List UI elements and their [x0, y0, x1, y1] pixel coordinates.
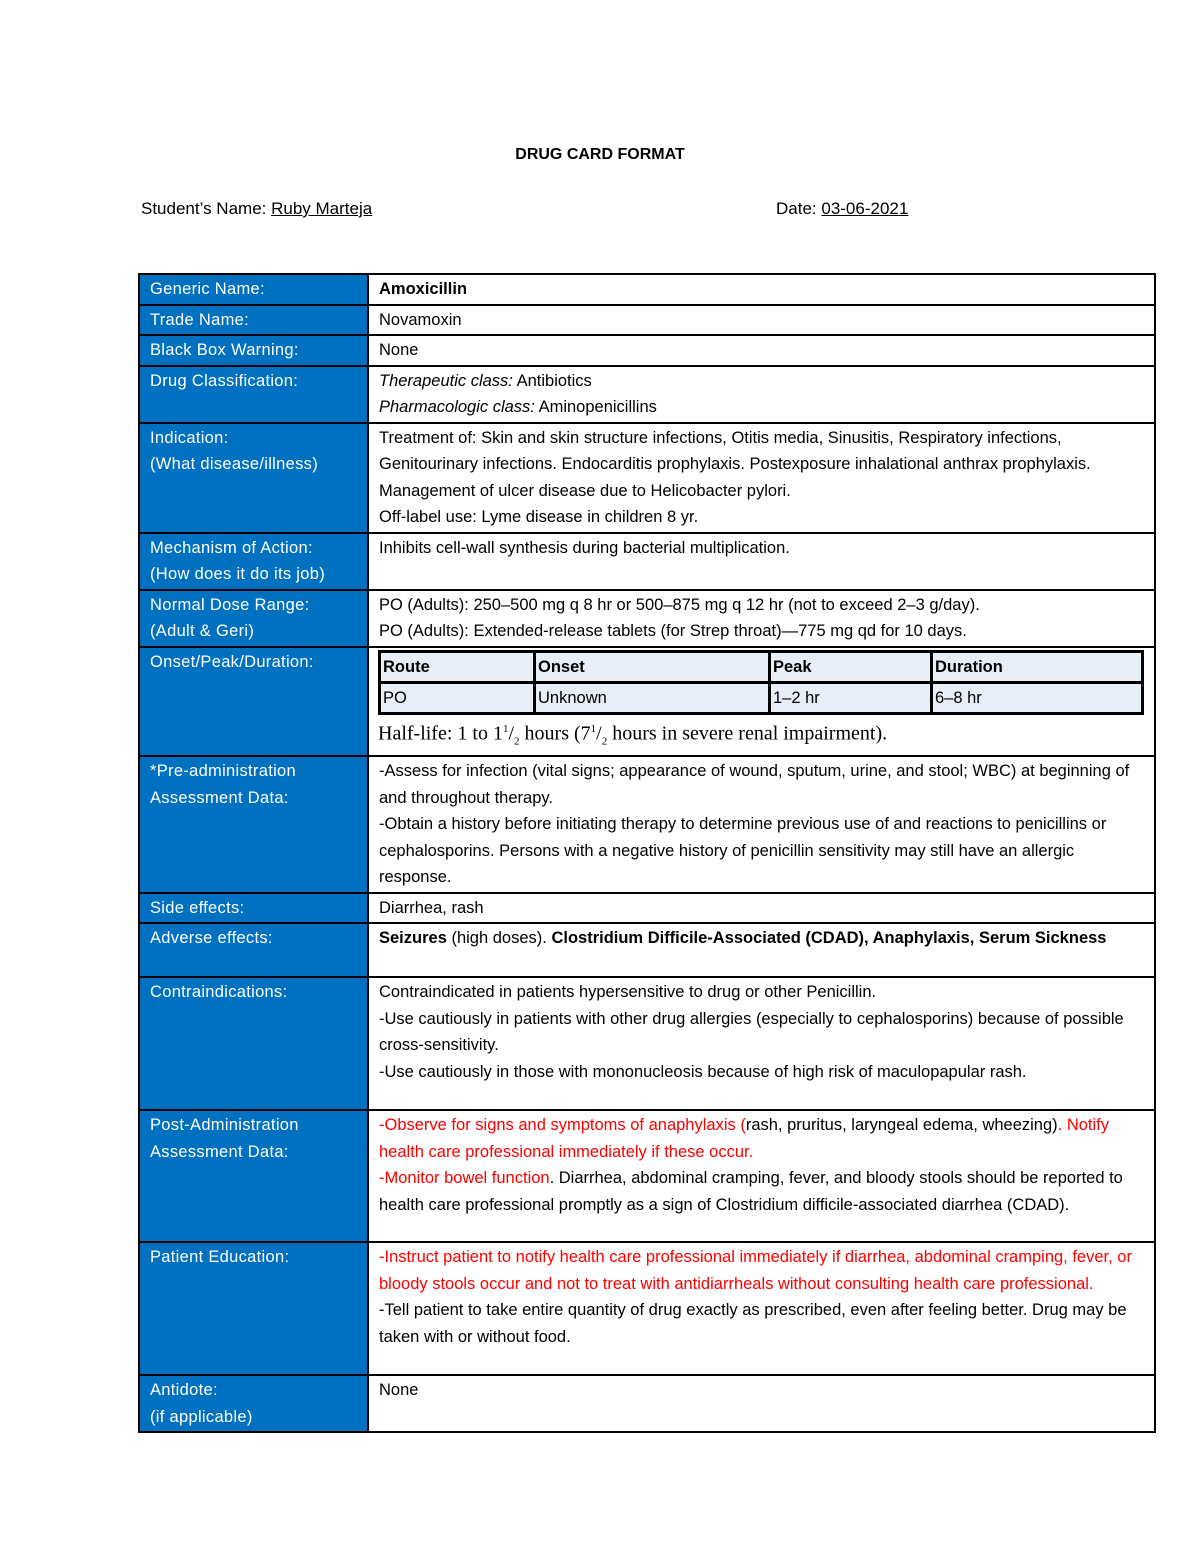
- fraction-numerator: 1: [590, 722, 597, 735]
- opd-data-row: [380, 682, 1143, 713]
- content-text: PO (Adults): 250–500 mg q 8 hr or 500–875 mg q 12 hr (not to exceed 2–3 g/day).: [379, 595, 980, 614]
- student-name-value: Ruby Marteja: [271, 199, 373, 218]
- content-text: . Diarrhea, abdominal cramping, fever, and bloody stools should be reported to health care professional promptly as a sign of Clostridium difficile-associated diarrhea (CDAD).: [379, 1169, 1123, 1214]
- content-text: Seizures: [379, 929, 452, 948]
- content-text: -Observe for signs and symptoms of anaphylaxis (: [379, 1116, 746, 1135]
- content-paragraph: [379, 425, 1144, 505]
- row-content: [368, 423, 1155, 533]
- table-row: [139, 893, 1155, 924]
- content-paragraph: [379, 276, 1144, 303]
- content-text: Pharmacologic class:: [379, 398, 535, 416]
- row-content: [368, 647, 1155, 757]
- row-label: [139, 756, 368, 893]
- row-label-line: Patient Education:: [150, 1248, 290, 1267]
- content-paragraph: [379, 1059, 1144, 1086]
- opd-header: Route: [380, 651, 535, 682]
- content-text: . Notify health care professional immediately if these occur.: [379, 1116, 1110, 1161]
- table-row: [139, 274, 1155, 305]
- content-paragraph: [379, 337, 1144, 364]
- content-text: -Tell patient to take entire quantity of drug exactly as prescribed, even after feeling better. Drug may be taken with or without food.: [379, 1301, 1127, 1346]
- row-content: [368, 590, 1155, 647]
- content-paragraph: [379, 618, 1144, 645]
- content-text: Therapeutic class:: [379, 371, 513, 390]
- row-content: [368, 274, 1155, 305]
- opd-cell: 6–8 hr: [932, 682, 1143, 713]
- date: [776, 199, 908, 219]
- half-life-text: Half-life: 1 to 1: [378, 722, 503, 745]
- date-label: Date:: [776, 199, 822, 218]
- content-text: None: [379, 341, 419, 359]
- drug-card-table: [138, 273, 1156, 1433]
- table-row: [139, 1242, 1155, 1375]
- row-label-line: Side effects:: [150, 898, 245, 917]
- half-life-text: hours in severe renal impairment).: [607, 722, 888, 745]
- content-paragraph: [379, 1297, 1144, 1350]
- row-label-line: (How does it do its job): [150, 565, 326, 583]
- table-row: [139, 756, 1155, 893]
- row-label: [139, 1242, 368, 1375]
- content-paragraph: [379, 1377, 1144, 1404]
- content-text: Inhibits cell-wall synthesis during bacterial multiplication.: [379, 538, 790, 557]
- content-text: -Monitor bowel function: [379, 1169, 550, 1188]
- row-label: [139, 893, 368, 924]
- content-paragraph: [379, 1006, 1144, 1059]
- row-label-line: Generic Name:: [150, 280, 265, 298]
- row-label: [139, 1375, 368, 1432]
- content-paragraph: [379, 1112, 1144, 1165]
- row-label-line: Antidote:: [150, 1381, 218, 1400]
- content-text: Off-label use: Lyme disease in children 8 yr.: [379, 508, 699, 526]
- content-text: -Instruct patient to notify health care professional immediately if diarrhea, abdominal cramping, fever, or bloody stools occur and not to treat with antidiarrheals without consulting health care professional.: [379, 1248, 1132, 1293]
- row-label: [139, 305, 368, 336]
- row-label: [139, 533, 368, 590]
- content-text: PO (Adults): Extended-release tablets (for Strep throat)—775 mg qd for 10 days.: [379, 622, 967, 640]
- table-row: [139, 335, 1155, 366]
- content-paragraph: [379, 758, 1144, 811]
- row-content: [368, 1242, 1155, 1375]
- content-text: Contraindicated in patients hypersensitive to drug or other Penicillin.: [379, 983, 877, 1002]
- row-label: [139, 274, 368, 305]
- row-label-line: Assessment Data:: [150, 788, 289, 807]
- row-label: [139, 977, 368, 1110]
- row-label-line: Adverse effects:: [150, 929, 273, 948]
- row-label: [139, 923, 368, 977]
- row-label-line: (Adult & Geri): [150, 622, 255, 640]
- half-life-text: hours (7: [519, 722, 591, 745]
- row-label: [139, 423, 368, 533]
- row-content: [368, 923, 1155, 977]
- content-paragraph: [379, 979, 1144, 1006]
- content-text: -Obtain a history before initiating therapy to determine previous use of and reactions to penicillins or cephalosporins. Persons with a negative history of penicillin sensitivity may still have an allergic response.: [379, 815, 1107, 887]
- row-content: [368, 335, 1155, 366]
- content-paragraph: [379, 1165, 1144, 1218]
- content-paragraph: [379, 1244, 1144, 1297]
- content-text: Treatment of: Skin and skin structure infections, Otitis media, Sinusitis, Respiratory infections, Genitourinary infections. Endocarditis prophylaxis. Postexposure inhalational anthrax prophylaxis. Management of ulcer disease due to Helicobacter pylori.: [379, 428, 1091, 500]
- row-content: [368, 1110, 1155, 1242]
- opd-cell: Unknown: [535, 682, 770, 713]
- content-paragraph: [379, 394, 1144, 421]
- content-paragraph: [379, 504, 1144, 531]
- content-paragraph: [379, 307, 1144, 334]
- row-content: [368, 1375, 1155, 1432]
- content-text: Aminopenicillins: [534, 398, 657, 416]
- row-label-line: Drug Classification:: [150, 371, 299, 390]
- opd-header: Onset: [535, 651, 770, 682]
- content-paragraph: [379, 368, 1144, 395]
- row-label-line: Mechanism of Action:: [150, 538, 313, 557]
- opd-header-row: [380, 651, 1143, 682]
- content-text: Diarrhea, rash: [379, 898, 484, 917]
- row-label: [139, 590, 368, 647]
- content-paragraph: [379, 895, 1144, 922]
- row-content: [368, 305, 1155, 336]
- opd-header: Duration: [932, 651, 1143, 682]
- content-text: (high doses).: [451, 929, 552, 948]
- row-label: [139, 335, 368, 366]
- table-row: [139, 423, 1155, 533]
- table-row: [139, 305, 1155, 336]
- content-text: -Use cautiously in those with mononucleosis because of high risk of maculopapular rash.: [379, 1062, 1027, 1081]
- content-paragraph: [379, 535, 1144, 562]
- student-name: [141, 199, 372, 219]
- row-content: [368, 533, 1155, 590]
- document-title: DRUG CARD FORMAT: [515, 146, 685, 163]
- row-label-line: *Pre-administration: [150, 762, 297, 781]
- table-row: [139, 647, 1155, 757]
- content-paragraph: [379, 811, 1144, 891]
- content-text: None: [379, 1381, 419, 1400]
- row-label: [139, 366, 368, 423]
- opd-header: Peak: [770, 651, 932, 682]
- fraction-denominator: 2: [514, 735, 520, 748]
- row-label-line: Trade Name:: [150, 310, 249, 329]
- fraction-denominator: 2: [601, 735, 608, 748]
- row-label-line: Black Box Warning:: [150, 341, 299, 359]
- content-text: -Use cautiously in patients with other drug allergies (especially to cephalosporins) because of possible cross-sensitivity.: [379, 1009, 1124, 1055]
- content-text: Antibiotics: [512, 371, 592, 390]
- content-paragraph: [379, 925, 1144, 952]
- row-label-line: Normal Dose Range:: [150, 595, 310, 614]
- row-label-line: Indication:: [150, 428, 229, 447]
- table-row: [139, 533, 1155, 590]
- content-paragraph: [379, 592, 1144, 619]
- content-text: Novamoxin: [379, 310, 462, 329]
- opd-cell: 1–2 hr: [770, 682, 932, 713]
- row-label-line: (What disease/illness): [150, 455, 318, 473]
- content-text: -Assess for infection (vital signs; appearance of wound, sputum, urine, and stool; WBC) at beginning of and throughout therapy.: [379, 762, 1130, 807]
- row-label-line: Post-Administration: [150, 1116, 299, 1135]
- half-life: Half-life: 1 to $1^1/_2$ hours ($7^1/_2$ hours in severe renal impairment).: [378, 722, 888, 748]
- row-label-line: Assessment Data:: [150, 1142, 289, 1161]
- content-text: rash, pruritus, laryngeal edema, wheezing): [745, 1116, 1058, 1135]
- student-name-label: Student’s Name:: [141, 199, 272, 218]
- table-row: [139, 1375, 1155, 1432]
- table-row: [139, 923, 1155, 977]
- row-content: [368, 893, 1155, 924]
- row-label-line: Contraindications:: [150, 983, 288, 1002]
- content-text: Clostridium Difficile-Associated (CDAD), Anaphylaxis, Serum Sickness: [551, 929, 1107, 948]
- fraction-numerator: 1: [502, 722, 509, 735]
- date-value: 03-06-2021: [821, 199, 909, 218]
- content-text: Amoxicillin: [379, 280, 468, 298]
- row-label: [139, 647, 368, 757]
- table-row: [139, 977, 1155, 1110]
- onset-peak-duration-table: [378, 650, 1144, 715]
- row-label: [139, 1110, 368, 1242]
- row-label-line: Onset/Peak/Duration:: [150, 652, 314, 671]
- row-content: [368, 977, 1155, 1110]
- row-content: [368, 366, 1155, 423]
- table-row: [139, 590, 1155, 647]
- row-label-line: (if applicable): [150, 1407, 253, 1426]
- opd-cell: PO: [380, 682, 535, 713]
- row-content: [368, 756, 1155, 893]
- table-row: [139, 1110, 1155, 1242]
- table-row: [139, 366, 1155, 423]
